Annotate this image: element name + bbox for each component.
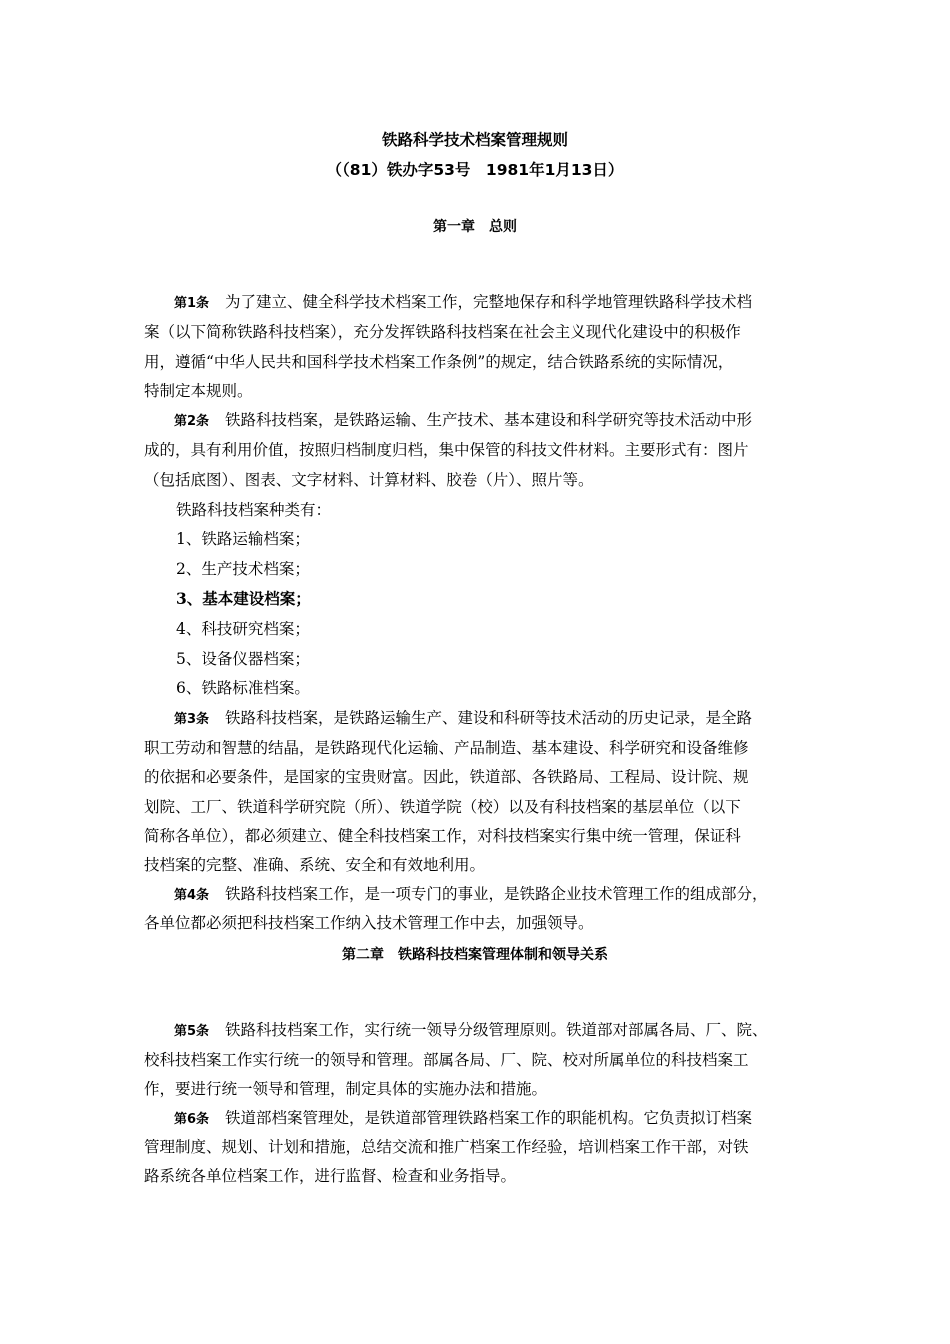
article-text: 铁路科技档案工作，实行统一领导分级管理原则。铁道部对部属各局、厂、院、 <box>225 1021 768 1039</box>
article-1-line: 特制定本规则。 <box>144 382 253 400</box>
article-6-line: 管理制度、规划、计划和措施，总结交流和推广档案工作经验，培训档案工作干部，对铁 <box>144 1138 749 1156</box>
article-5-line: 作，要进行统一领导和管理，制定具体的实施办法和措施。 <box>144 1080 548 1098</box>
article-label: 第5条 <box>174 1024 210 1039</box>
article-3-line <box>174 708 752 730</box>
article-2-line: 铁路科技档案种类有： <box>176 501 332 519</box>
article-1-line <box>174 292 752 314</box>
article-4-line: 各单位都必须把科技档案工作纳入技术管理工作中去，加强领导。 <box>144 914 594 932</box>
list-item: 4、科技研究档案； <box>176 620 310 638</box>
article-label: 第4条 <box>174 888 210 903</box>
article-text: 为了建立、健全科学技术档案工作，完整地保存和科学地管理铁路科学技术档 <box>225 293 753 311</box>
article-3-line: 技档案的完整、准确、系统、安全和有效地利用。 <box>144 856 486 874</box>
article-3-line: 简称各单位），都必须建立、健全科技档案工作，对科技档案实行集中统一管理，保证科 <box>144 827 741 845</box>
article-text: 铁路科技档案，是铁路运输生产、建设和科研等技术活动的历史记录，是全路 <box>225 709 753 727</box>
article-1-line: 案（以下简称铁路科技档案），充分发挥铁路科技档案在社会主义现代化建设中的积极作 <box>144 323 741 341</box>
article-3-line: 职工劳动和智慧的结晶，是铁路现代化运输、产品制造、基本建设、科学研究和设备维修 <box>144 739 749 757</box>
list-item: 2、生产技术档案； <box>176 560 310 578</box>
list-item: 5、设备仪器档案； <box>176 650 310 668</box>
article-5-line <box>174 1020 768 1042</box>
article-2-line: 成的，具有利用价值，按照归档制度归档，集中保管的科技文件材料。主要形式有：图片 <box>144 441 749 459</box>
article-6-line <box>174 1108 752 1130</box>
article-text: 铁路科技档案，是铁路运输、生产技术、基本建设和科学研究等技术活动中形 <box>225 411 753 429</box>
chapter-heading: 第二章 铁路科技档案管理体制和领导关系 <box>342 947 608 963</box>
list-item: 1、铁路运输档案； <box>176 530 310 548</box>
article-1-line: 用，遵循“中华人民共和国科学技术档案工作条例”的规定，结合铁路系统的实际情况， <box>144 353 734 371</box>
article-label: 第6条 <box>174 1112 210 1127</box>
article-label: 第3条 <box>174 712 210 727</box>
article-6-line: 路系统各单位档案工作，进行监督、检查和业务指导。 <box>144 1167 517 1185</box>
article-5-line: 校科技档案工作实行统一的领导和管理。部属各局、厂、院、校对所属单位的科技档案工 <box>144 1051 749 1069</box>
list-item: 6、铁路标准档案。 <box>176 679 310 697</box>
article-label: 第1条 <box>174 296 210 311</box>
article-3-line: 的依据和必要条件，是国家的宝贵财富。因此，铁道部、各铁路局、工程局、设计院、规 <box>144 768 749 786</box>
chapter-heading: 第一章 总则 <box>433 219 517 235</box>
article-4-line <box>174 884 768 906</box>
article-2-line: （包括底图）、图表、文字材料、计算材料、胶卷（片）、照片等。 <box>144 471 594 489</box>
document-subtitle: （（81）铁办字53号 1981年1月13日） <box>326 161 624 179</box>
article-2-line <box>174 410 752 432</box>
list-item: 3、基本建设档案； <box>176 589 311 608</box>
article-text: 铁道部档案管理处，是铁道部管理铁路档案工作的职能机构。它负责拟订档案 <box>225 1109 753 1127</box>
article-text: 铁路科技档案工作，是一项专门的事业，是铁路企业技术管理工作的组成部分， <box>225 885 768 903</box>
article-3-line: 划院、工厂、铁道科学研究院（所）、铁道学院（校）以及有科技档案的基层单位（以下 <box>144 798 741 816</box>
document-title: 铁路科学技术档案管理规则 <box>381 131 568 149</box>
article-label: 第2条 <box>174 414 210 429</box>
